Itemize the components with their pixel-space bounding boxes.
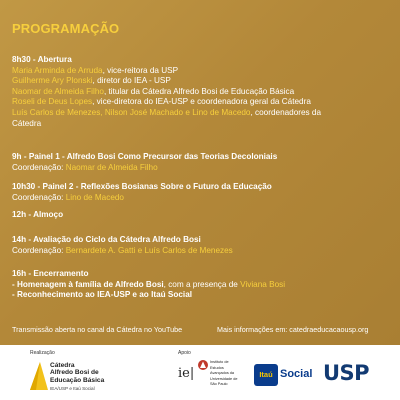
schedule-block [12,182,392,203]
schedule-text: 8h30 - Abertura [12,55,72,64]
schedule-line [12,163,392,174]
schedule-line [12,210,392,221]
schedule-line [12,193,392,204]
youtube-note: Transmissão aberta no canal da Cátedra no YouTube [12,325,183,334]
schedule-line [12,87,392,98]
catedra-name: Cátedra Alfredo Bosi de Educação Básica [50,362,105,384]
schedule-line [12,182,392,193]
speaker-name: Naomar de Almeida Filho [12,86,104,96]
schedule-text: - Homenagem à família de Alfredo Bosi [12,279,164,289]
schedule-block [12,210,392,221]
schedule-block [12,152,392,173]
schedule-text: Coordenação: [12,245,66,255]
schedule-text: , titular da Cátedra Alfredo Bosi de Educação Básica [103,86,295,96]
iea-name: Instituto de Estudos Avançados da Universidade de São Paulo [210,360,238,387]
schedule-text: 9h - Painel 1 - Alfredo Bosi Como Precursor das Teorias Decoloniais [12,152,278,161]
catedra-subtitle: IEA/USP e Itaú Social [50,386,95,391]
schedule-line [12,76,392,87]
schedule-line [12,108,392,119]
speaker-name: Bernardete A. Gatti e Luís Carlos de Menezes [65,245,233,255]
schedule-line [12,269,392,280]
schedule-line [12,290,392,301]
schedule-text: , com a presença de [163,279,241,289]
itau-social-name: Social [280,368,313,380]
schedule-line [12,152,392,163]
speaker-name: Lino de Macedo [65,192,124,202]
schedule-line [12,246,392,257]
schedule-text: 14h - Avaliação do Ciclo da Cátedra Alfredo Bosi [12,235,201,244]
schedule-block [12,235,392,256]
speaker-name: Luís Carlos de Menezes, Nilson José Machado e Lino de Macedo [12,107,251,117]
schedule-text: , vice-diretora do IEA-USP e coordenadora geral da Cátedra [92,97,311,107]
apoio-label: Apoio [178,350,191,356]
schedule-text: , diretor do IEA - USP [92,76,171,86]
usp-logo-icon: USP [323,361,370,385]
schedule-line [12,235,392,246]
speaker-name: Maria Arminda de Arruda [12,65,103,75]
catedra-logo-icon [30,362,48,390]
schedule-block [12,55,392,129]
schedule-text: - Reconhecimento ao IEA-USP e ao Itaú Social [12,290,193,300]
schedule-text: 12h - Almoço [12,210,64,219]
speaker-name: Naomar de Almeida Filho [65,162,158,172]
schedule-line [12,119,392,130]
schedule-line [12,66,392,77]
page-title: PROGRAMAÇÃO [12,21,120,36]
speaker-name: Guilherme Ary Plonski [12,76,93,86]
schedule-text: 10h30 - Painel 2 - Reflexões Bosianas Sobre o Futuro da Educação [12,182,272,191]
schedule-text: , coordenadores da [250,107,322,117]
more-info-note: Mais informações em: catedraeducacaousp.org [217,325,369,334]
schedule-line [12,55,392,66]
speaker-name: Roseli de Deus Lopes [12,97,93,107]
iea-logo-icon: ie| [178,366,195,381]
schedule-text: , vice-reitora da USP [102,65,179,75]
schedule-line [12,97,392,108]
schedule-text: 16h - Encerramento [12,269,89,278]
schedule-text: Coordenação: [12,192,66,202]
schedule-text: Cátedra [12,118,42,128]
sponsor-strip [0,345,400,400]
schedule-block [12,269,392,301]
schedule-line [12,280,392,291]
realizacao-label: Realização [30,350,55,356]
schedule-text: Coordenação: [12,162,66,172]
speaker-name: Viviana Bosi [240,279,286,289]
itau-logo-icon: Itaú [254,364,278,386]
iea-emblem-icon [198,360,208,370]
